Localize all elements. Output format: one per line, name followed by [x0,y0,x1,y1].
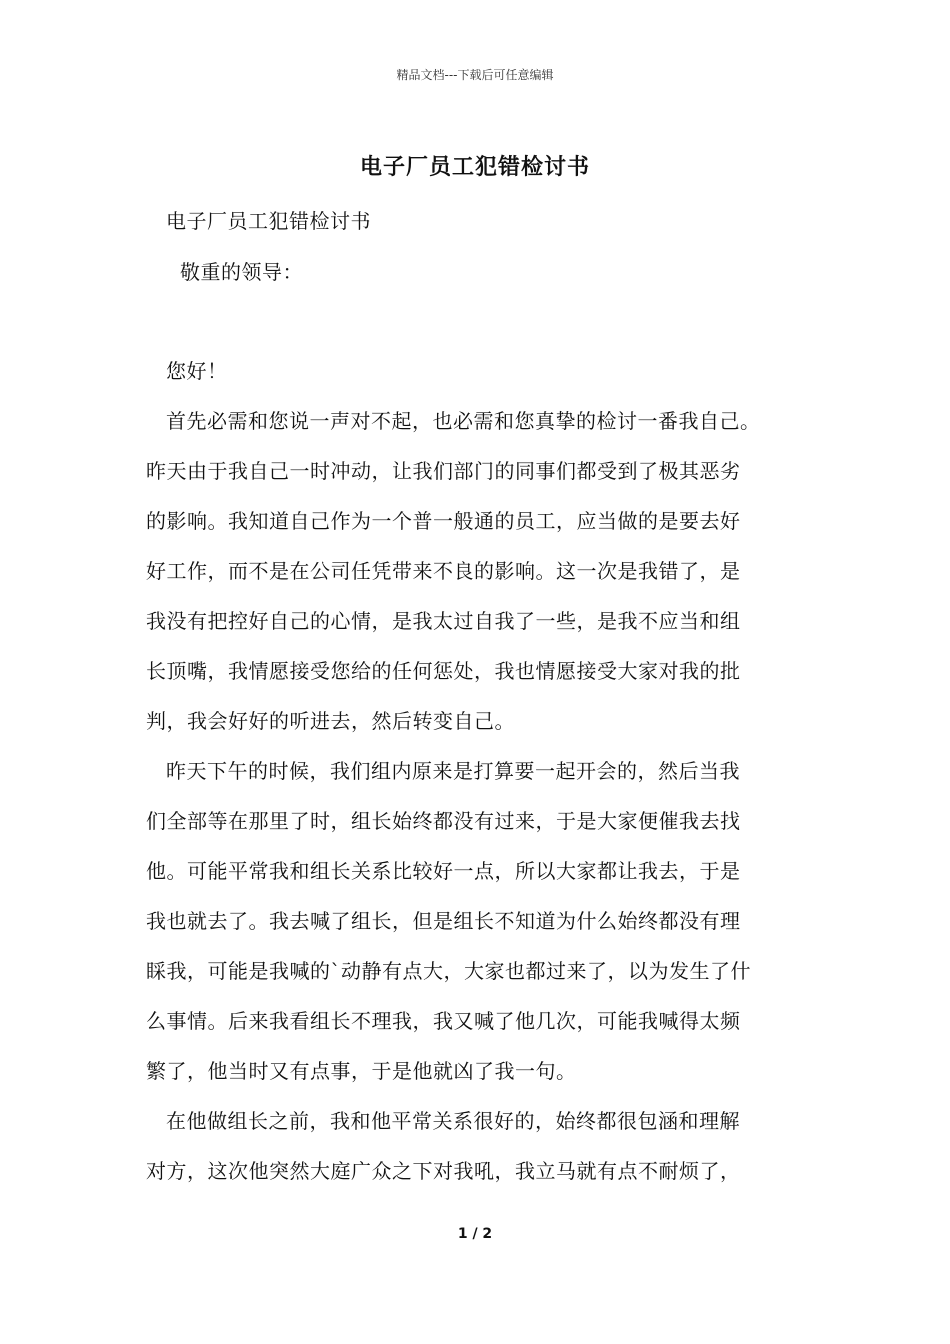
page-number: 1 / 2 [457,1226,493,1242]
paragraph-line: 他。可能平常我和组长关系比较好一点，所以大家都让我去，于是 [146,859,741,883]
paragraph-line: 我也就去了。我去喊了组长，但是组长不知道为什么始终都没有理 [146,909,741,933]
paragraph-line: 睬我，可能是我喊的`动静有点大，大家也都过来了，以为发生了什 [146,959,751,983]
paragraph-line: 长顶嘴，我情愿接受您给的任何惩处，我也情愿接受大家对我的批 [146,659,741,683]
paragraph-line: 我没有把控好自己的心情，是我太过自我了一些，是我不应当和组 [146,609,741,633]
page-header: 精品文档---下载后可任意编辑 [396,68,554,82]
paragraph-line: 的影响。我知道自己作为一个普一般通的员工，应当做的是要去好 [146,509,741,533]
salutation: 敬重的领导： [180,260,303,284]
paragraph-line: 首先必需和您说一声对不起，也必需和您真挚的检讨一番我自己。 [166,409,761,433]
paragraph-line: 繁了，他当时又有点事，于是他就凶了我一句。 [146,1059,577,1083]
greeting: 您好！ [166,359,228,383]
paragraph-line: 好工作，而不是在公司任凭带来不良的影响。这一次是我错了，是 [146,559,741,583]
paragraph-line: 们全部等在那里了时，组长始终都没有过来，于是大家便催我去找 [146,809,741,833]
paragraph-line: 么事情。后来我看组长不理我，我又喊了他几次，可能我喊得太频 [146,1009,741,1033]
paragraph-line: 昨天下午的时候，我们组内原来是打算要一起开会的，然后当我 [166,759,740,783]
document-subtitle: 电子厂员工犯错检讨书 [166,209,371,233]
paragraph-line: 昨天由于我自己一时冲动，让我们部门的同事们都受到了极其恶劣 [146,459,741,483]
paragraph-line: 对方，这次他突然大庭广众之下对我吼，我立马就有点不耐烦了， [146,1159,741,1183]
paragraph-line: 判，我会好好的听进去，然后转变自己。 [146,709,515,733]
paragraph-line: 在他做组长之前，我和他平常关系很好的，始终都很包涵和理解 [166,1109,740,1133]
document-title: 电子厂员工犯错检讨书 [359,154,590,180]
